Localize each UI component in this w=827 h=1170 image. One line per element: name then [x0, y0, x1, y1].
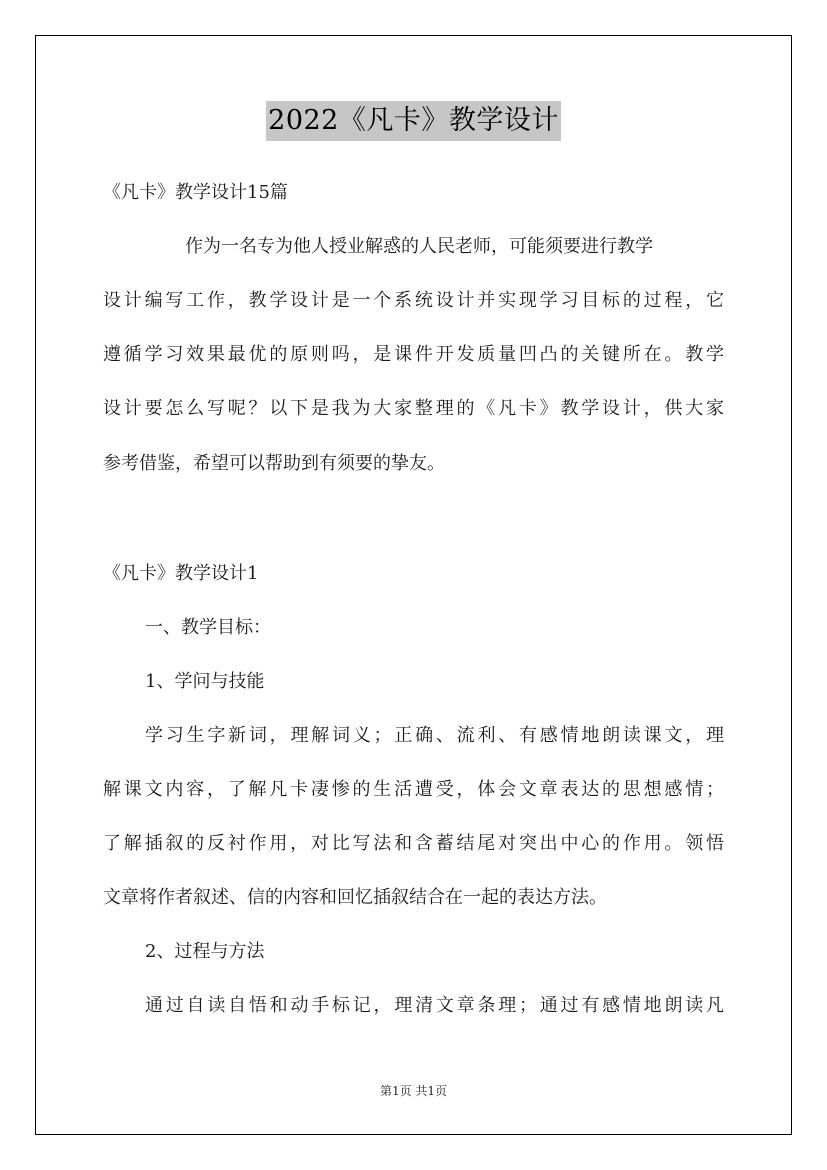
objective-heading: 一、教学目标：	[145, 617, 271, 638]
document-title: 2022《凡卡》教学设计	[266, 101, 561, 141]
title-block	[0, 101, 827, 141]
item1-line-3: 了解插叙的反衬作用，对比写法和含蓄结尾对突出中心的作用。领悟	[103, 833, 724, 854]
intro-line-1: 作为一名专为他人授业解惑的人民老师，可能须要进行教学	[185, 236, 653, 257]
intro-line-5: 参考借鉴，希望可以帮助到有须要的挚友。	[103, 453, 445, 474]
item1-line-4: 文章将作者叙述、信的内容和回忆插叙结合在一起的表达方法。	[103, 887, 607, 908]
document-subtitle: 《凡卡》教学设计15篇	[103, 182, 288, 203]
intro-line-4: 设计要怎么写呢？以下是我为大家整理的《凡卡》教学设计，供大家	[103, 398, 724, 419]
intro-line-3: 遵循学习效果最优的原则吗，是课件开发质量凹凸的关键所在。教学	[103, 344, 724, 365]
intro-line-2: 设计编写工作，教学设计是一个系统设计并实现学习目标的过程，它	[103, 290, 724, 311]
item2-heading: 2、过程与方法	[145, 941, 265, 962]
item1-line-1: 学习生字新词，理解词义；正确、流利、有感情地朗读课文，理	[145, 725, 724, 746]
section-heading: 《凡卡》教学设计1	[103, 563, 259, 584]
item2-line-1: 通过自读自悟和动手标记，理清文章条理；通过有感情地朗读凡	[145, 995, 724, 1016]
item1-line-2: 解课文内容，了解凡卡凄惨的生活遭受，体会文章表达的思想感情；	[103, 779, 724, 800]
item1-heading: 1、学问与技能	[145, 671, 265, 692]
page-footer: 第1页 共1页	[379, 1084, 448, 1098]
